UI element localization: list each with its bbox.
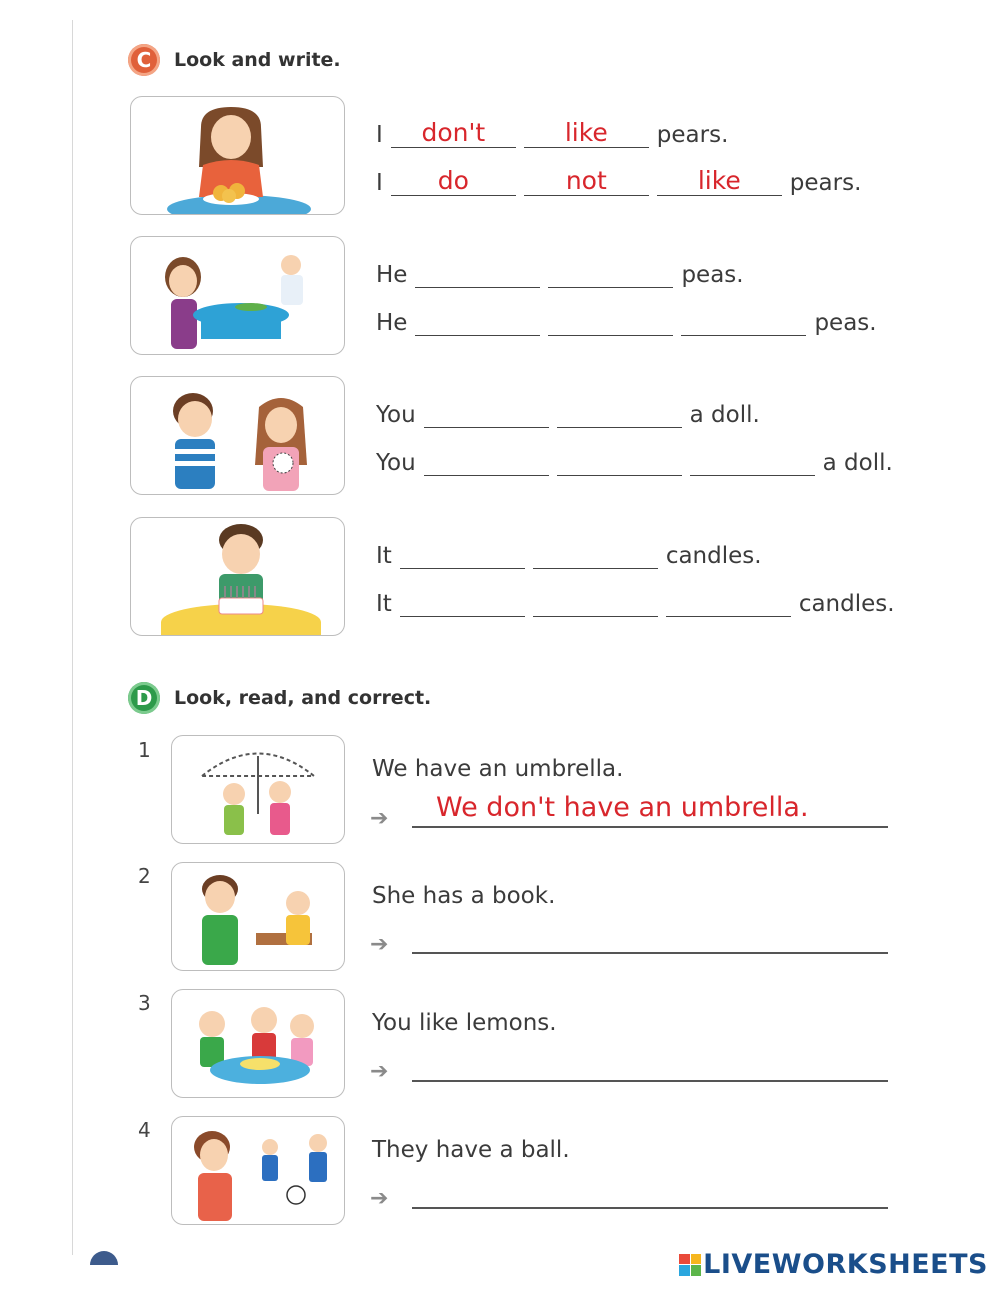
- object-text: candles.: [665, 543, 762, 569]
- boy-and-girl-book-picture: [171, 862, 345, 971]
- c4-line1: [372, 535, 766, 569]
- answer-blank[interactable]: [557, 397, 682, 428]
- children-umbrella-picture: [171, 735, 345, 844]
- item-number: 4: [138, 1118, 151, 1142]
- answer-blank[interactable]: [548, 305, 673, 336]
- answer-blank[interactable]: [400, 586, 525, 617]
- children-lemons-picture: [171, 989, 345, 1098]
- logo-mark-icon: [679, 1254, 701, 1276]
- answer-line[interactable]: [412, 1080, 888, 1082]
- subject-text: It: [376, 543, 392, 569]
- right-arrow-icon: ➔: [370, 1186, 389, 1211]
- answer-blank[interactable]: [533, 538, 658, 569]
- answer-blank[interactable]: [666, 586, 791, 617]
- answer-blank[interactable]: [548, 257, 673, 288]
- item-number: 3: [138, 991, 151, 1015]
- object-text: pears.: [656, 122, 729, 148]
- subject-text: I: [376, 122, 383, 148]
- answer-line[interactable]: [412, 1207, 888, 1209]
- d1-sentence: We have an umbrella.: [372, 756, 624, 782]
- section-c-header: [128, 44, 341, 76]
- answer-blank[interactable]: [557, 445, 682, 476]
- subject-text: I: [376, 170, 383, 196]
- answer-blank[interactable]: [391, 117, 516, 148]
- right-arrow-icon: ➔: [370, 1059, 389, 1084]
- object-text: candles.: [798, 591, 895, 617]
- subject-text: He: [376, 262, 408, 288]
- object-text: a doll.: [689, 402, 760, 428]
- girl-with-pears-picture: [130, 96, 345, 215]
- page-margin-line: [72, 20, 73, 1255]
- answer-text: not: [565, 166, 607, 195]
- c2-line1: [372, 254, 748, 288]
- item-number: 1: [138, 738, 151, 762]
- logo-text: LIVEWORKSHEETS: [703, 1249, 988, 1280]
- d4-sentence: They have a ball.: [372, 1137, 570, 1163]
- d3-sentence: You like lemons.: [372, 1010, 557, 1036]
- answer-blank[interactable]: [533, 586, 658, 617]
- section-c-title: Look and write.: [174, 49, 341, 71]
- c1-line2: [372, 162, 865, 196]
- object-text: peas.: [814, 310, 877, 336]
- answer-text: like: [564, 118, 608, 147]
- right-arrow-icon: ➔: [370, 806, 389, 831]
- answer-blank[interactable]: [391, 165, 516, 196]
- answer-blank[interactable]: [415, 257, 540, 288]
- object-text: a doll.: [822, 450, 893, 476]
- answer-blank[interactable]: [681, 305, 806, 336]
- object-text: pears.: [789, 170, 862, 196]
- c4-line2: [372, 583, 899, 617]
- answer-blank[interactable]: [400, 538, 525, 569]
- c1-line1: [372, 114, 732, 148]
- answer-text: like: [697, 166, 741, 195]
- answer-blank[interactable]: [524, 117, 649, 148]
- section-c-badge: C: [128, 44, 160, 76]
- c2-line2: [372, 302, 881, 336]
- subject-text: You: [376, 402, 416, 428]
- c3-line2: [372, 442, 897, 476]
- answer-text: We don't have an umbrella.: [436, 792, 809, 823]
- answer-blank[interactable]: [690, 445, 815, 476]
- d2-sentence: She has a book.: [372, 883, 556, 909]
- girl-and-boys-ball-picture: [171, 1116, 345, 1225]
- answer-blank[interactable]: [415, 305, 540, 336]
- subject-text: He: [376, 310, 408, 336]
- item-number: 2: [138, 864, 151, 888]
- liveworksheets-logo: [679, 1249, 988, 1280]
- answer-blank[interactable]: [424, 445, 549, 476]
- mother-and-boy-peas-picture: [130, 236, 345, 355]
- answer-blank[interactable]: [524, 165, 649, 196]
- page-number-tab: [90, 1251, 118, 1265]
- answer-text: do: [437, 166, 469, 195]
- answer-blank[interactable]: [657, 165, 782, 196]
- section-d-badge: D: [128, 682, 160, 714]
- answer-blank[interactable]: [424, 397, 549, 428]
- answer-line[interactable]: [412, 952, 888, 954]
- answer-text: don't: [421, 118, 486, 147]
- boy-with-cake-candles-picture: [130, 517, 345, 636]
- boy-and-girl-doll-picture: [130, 376, 345, 495]
- subject-text: It: [376, 591, 392, 617]
- subject-text: You: [376, 450, 416, 476]
- answer-line[interactable]: [412, 826, 888, 828]
- c3-line1: [372, 394, 764, 428]
- section-d-header: [128, 682, 431, 714]
- object-text: peas.: [681, 262, 744, 288]
- section-d-title: Look, read, and correct.: [174, 687, 432, 709]
- right-arrow-icon: ➔: [370, 932, 389, 957]
